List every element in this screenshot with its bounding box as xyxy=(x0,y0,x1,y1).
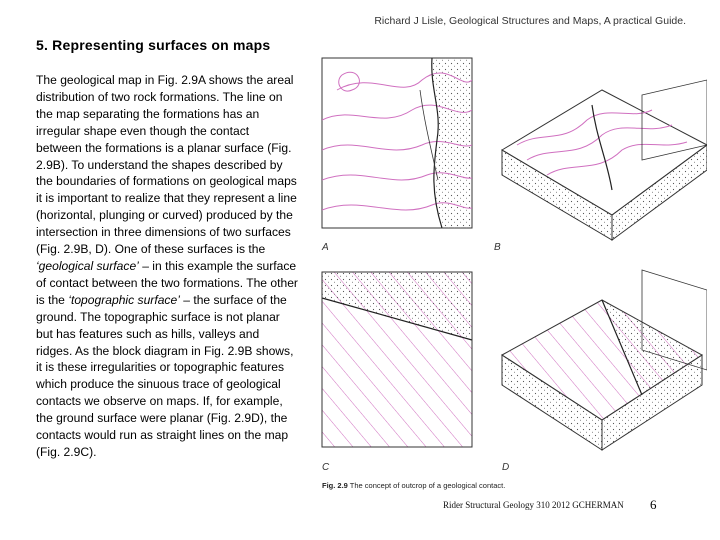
figure-2-9 xyxy=(312,50,707,505)
panel-label-a: A xyxy=(322,242,329,253)
figure-caption xyxy=(322,481,505,490)
panel-label-d: D xyxy=(502,462,510,473)
body-paragraph xyxy=(36,72,298,461)
figure-illustration xyxy=(312,50,707,505)
caption-number: Fig. 2.9 xyxy=(322,481,348,490)
italic-geological-surface: ‘geological surface’ xyxy=(36,258,139,273)
panel-d-block-diagram xyxy=(502,270,707,450)
body-text-part-3: – the surface of the ground. The topographic surface is not planar but has features such as hills, valleys and ridges. As the block diagram in Fig. 2.9B shows, it is these irregularities or topographic features which produce the sinuous trace of geological contacts we observe on maps. If, for example, the ground surface were planar (Fig. 2.9D), the contacts would run as straight lines on the map (Fig. 2.9C). xyxy=(36,292,294,459)
page-title: 5. Representing surfaces on maps xyxy=(36,37,271,53)
running-header: Richard J Lisle, Geological Structures and Maps, A practical Guide. xyxy=(374,15,686,27)
panel-label-b: B xyxy=(494,242,501,253)
body-text-part-1: The geological map in Fig. 2.9A shows the areal distribution of two rock formations. The line on the map separating the formations has an irregular shape even though the contact between the formations is a planar surface (Fig. 2.9B). To understand the shapes described by the boundaries of formations on geological maps it is important to realize that they represent a line (horizontal, plunging or curved) produced by the intersection in three dimensions of two surfaces (Fig. 2.9B, D). One of these surfaces is the xyxy=(36,73,297,257)
panel-c-map xyxy=(322,272,472,447)
footer-text: Rider Structural Geology 310 2012 GCHERMAN xyxy=(443,500,624,510)
caption-text: The concept of outcrop of a geological contact. xyxy=(349,481,506,490)
panel-b-block-diagram xyxy=(502,80,707,240)
body-text-part-2: – in this example the surface of contact between the two formations. The other is the xyxy=(36,258,298,307)
panel-a-map xyxy=(322,58,472,228)
page-number: 6 xyxy=(650,497,657,512)
panel-label-c: C xyxy=(322,462,330,473)
italic-topographic-surface: ‘topographic surface’ xyxy=(68,292,180,307)
